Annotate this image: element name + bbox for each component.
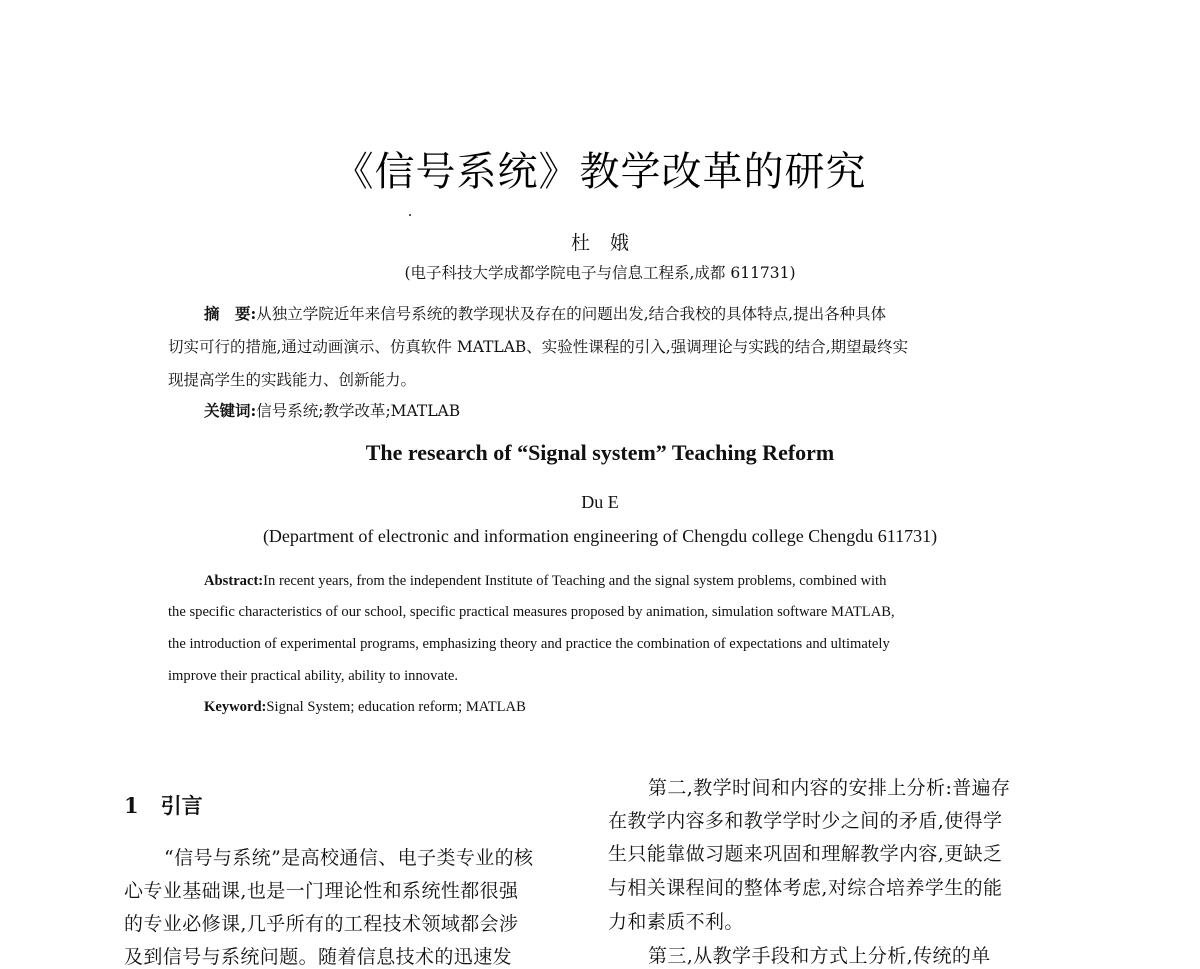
left-col-line-4: 及到信号与系统问题。随着信息技术的迅速发 — [124, 946, 513, 968]
right-col-line-4: 与相关课程间的整体考虑,对综合培养学生的能 — [608, 877, 1003, 899]
abstract-en-line-2: the specific characteristics of our school, specific practical measures proposed by animation, simulation software MATLAB, — [168, 604, 895, 620]
affiliation-en: (Department of electronic and information engineering of Chengdu college Chengdu 611731) — [262, 526, 938, 546]
abstract-en-text: In recent years, from the independent Institute of Teaching and the signal system problems, combined with — [263, 573, 887, 589]
keywords-en-label: Keyword: — [204, 699, 267, 715]
right-col-line-2: 在教学内容多和教学学时少之间的矛盾,使得学 — [608, 810, 1003, 832]
keywords-cn-text: 信号系统;教学改革;MATLAB — [256, 402, 461, 420]
keywords-cn-label: 关键词: — [204, 401, 257, 420]
right-col-line-1: 第二,教学时间和内容的安排上分析:普遍存 — [648, 777, 1011, 799]
keywords-en-text: Signal System; education reform; MATLAB — [266, 699, 526, 715]
left-col-line-1: “信号与系统”是高校通信、电子类专业的核 — [164, 847, 534, 869]
abstract-cn-line-3: 现提高学生的实践能力、创新能力。 — [168, 371, 417, 389]
abstract-cn-text: 从独立学院近年来信号系统的教学现状及存在的问题出发,结合我校的具体特点,提出各种具体 — [256, 305, 887, 323]
right-col-line-5: 力和素质不利。 — [608, 911, 744, 933]
scan-speck — [409, 214, 411, 216]
left-col-line-3: 的专业必修课,几乎所有的工程技术领域都会涉 — [124, 913, 519, 935]
affiliation-cn: (电子科技大学成都学院电子与信息工程系,成都 611731) — [404, 264, 796, 282]
left-col-line-2: 心专业基础课,也是一门理论性和系统性都很强 — [124, 880, 519, 902]
abstract-en-line-1 — [204, 573, 886, 590]
right-col-line-3: 生只能靠做习题来巩固和理解教学内容,更缺乏 — [608, 843, 1003, 865]
abstract-cn-label: 摘 要: — [204, 304, 257, 323]
abstract-en-line-3: the introduction of experimental programs, emphasizing theory and practice the combination of expectations and ultimately — [168, 636, 890, 652]
abstract-en-label: Abstract: — [204, 573, 264, 589]
paper-title-en: The research of “Signal system” Teaching Reform — [365, 440, 835, 465]
section-number: 1 — [124, 793, 139, 818]
abstract-cn-line-1 — [204, 302, 886, 324]
section-title: 引言 — [160, 793, 203, 818]
abstract-en-line-4: improve their practical ability, ability to innovate. — [168, 668, 459, 684]
right-col-line-6: 第三,从教学手段和方式上分析,传统的单 — [648, 945, 991, 967]
section-heading — [124, 790, 203, 820]
paper-title: 《信号系统》教学改革的研究 — [333, 149, 867, 195]
abstract-cn-line-2: 切实可行的措施,通过动画演示、仿真软件 MATLAB、实验性课程的引入,强调理论与实践的结合,期望最终实 — [168, 338, 909, 356]
author-en: Du E — [581, 492, 619, 512]
author-cn: 杜 娥 — [570, 232, 630, 254]
keywords-en — [204, 699, 526, 716]
keywords-cn — [204, 399, 460, 421]
